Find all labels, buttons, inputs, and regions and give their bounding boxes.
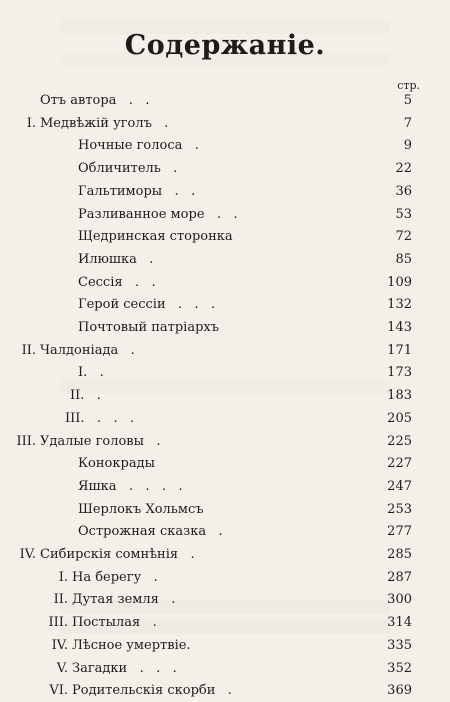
toc-entry-number: IV. [51, 637, 68, 653]
toc-entry [0, 658, 450, 680]
toc-entry-title: Ночные голоса . [78, 138, 199, 154]
toc-entry-page: 369 [387, 683, 412, 699]
toc-entry-title: Герой сессiи . . . [78, 297, 216, 313]
toc-entry-number: VI. [49, 683, 68, 699]
toc-entry-page: 352 [387, 660, 412, 676]
toc-entry-page: 285 [387, 547, 412, 562]
toc-entry [0, 158, 450, 180]
toc-entry-title: Родительскiя скорби . [72, 683, 232, 699]
toc-entry [0, 204, 450, 226]
toc-entry-title: Илюшка . [78, 251, 154, 267]
toc-entry-page: 227 [387, 456, 412, 472]
toc-entry-page: 287 [387, 569, 412, 585]
toc-entry [0, 385, 450, 407]
toc-entry-page: 253 [387, 501, 412, 517]
toc-entry [0, 317, 450, 339]
page-column-header: стр. [397, 79, 420, 92]
toc-entry-title: Обличитель . [78, 161, 178, 177]
toc-entry-number: I. [26, 115, 36, 131]
toc-entry [0, 249, 450, 271]
toc-entry [0, 680, 450, 702]
toc-entry [0, 499, 450, 521]
toc-entry-title: Удалые головы . [40, 433, 161, 449]
toc-entry-title: III. . . . [65, 410, 135, 426]
toc-entry [0, 589, 450, 611]
toc-entry-title: Чалдонiада . [40, 342, 135, 358]
toc-entry-page: 335 [387, 637, 412, 653]
toc-entry-page: 183 [387, 388, 412, 404]
toc-entry-page: 205 [387, 410, 412, 426]
toc-entry-page: 7 [403, 115, 412, 131]
toc-entry-page: 143 [387, 320, 412, 335]
toc-entry [0, 340, 450, 362]
toc-entry-page: 5 [403, 93, 412, 108]
toc-entry-page: 314 [387, 615, 412, 631]
toc-entry [0, 521, 450, 543]
toc-entry-title: Гальтиморы . . [78, 183, 196, 199]
toc-entry-number: III. [16, 433, 36, 449]
toc-entry-number: IV. [19, 547, 36, 562]
toc-entry-title: Конокрады [78, 456, 155, 472]
toc-entry-title: Дутая земля . [72, 592, 176, 608]
toc-entry [0, 635, 450, 657]
toc-entry-title: Почтовый патрiархъ [78, 320, 220, 335]
toc-entry [0, 453, 450, 475]
toc-entry-title: Острожная сказка . [78, 524, 223, 540]
toc-entry [0, 226, 450, 248]
toc-entry-page: 225 [387, 433, 412, 449]
toc-entry-title: I. . [78, 365, 104, 381]
toc-entry [0, 135, 450, 157]
toc-entry [0, 113, 450, 135]
toc-entry [0, 362, 450, 384]
toc-entry-page: 277 [387, 524, 412, 540]
toc-entry-page: 109 [387, 274, 412, 290]
toc-entry [0, 431, 450, 453]
toc-entry-number: II. [53, 592, 68, 608]
toc-entry-title: Шерлокъ Хольмсъ [78, 501, 204, 517]
toc-entry-title: Сессiя . . [78, 274, 156, 290]
toc-entry-page: 72 [395, 229, 412, 245]
toc-entry-title: Загадки . . . [72, 660, 177, 676]
toc-entry-number: I. [58, 569, 68, 585]
toc-entry-page: 247 [387, 478, 412, 494]
toc-entry-title: Лѣсное умертвiе. [72, 637, 191, 653]
toc-entry-title: Медвѣжiй уголъ . [40, 115, 169, 131]
toc-entry-page: 22 [395, 161, 412, 177]
page-title: Содержанie. [124, 30, 326, 61]
toc-entry [0, 476, 450, 498]
toc-entry-title: Разливанное море . . [78, 206, 238, 222]
toc-entry-number: V. [56, 660, 68, 676]
toc-entry-title: На берегу . [72, 569, 158, 585]
toc-entry [0, 294, 450, 316]
toc-entry [0, 612, 450, 634]
toc-entry [0, 90, 450, 112]
toc-entry-page: 9 [403, 138, 412, 154]
toc-entry-page: 36 [395, 183, 412, 199]
toc-entry [0, 408, 450, 430]
toc-entry-number: III. [48, 615, 68, 631]
toc-entry-number: II. [21, 342, 36, 358]
toc-entry [0, 272, 450, 294]
toc-entry-page: 132 [387, 297, 412, 313]
toc-entry-title: Отъ автора . . [40, 93, 150, 108]
toc-entry-title: Постылая . [72, 615, 157, 631]
toc-entry-page: 173 [387, 365, 412, 381]
toc-entry-page: 300 [387, 592, 412, 608]
toc-entry-page: 85 [395, 251, 412, 267]
toc-entry-title: Яшка . . . . [78, 478, 183, 494]
toc-entry-title: II. . [70, 388, 101, 404]
toc-entry [0, 544, 450, 566]
toc-entry-page: 171 [387, 342, 412, 358]
toc-entry [0, 181, 450, 203]
toc-entry-page: 53 [395, 206, 412, 222]
toc-entry-title: Сибирскiя сомнѣнiя . [40, 547, 195, 562]
toc-entry-title: Щедринская сторонка [78, 229, 233, 245]
toc-entry [0, 567, 450, 589]
